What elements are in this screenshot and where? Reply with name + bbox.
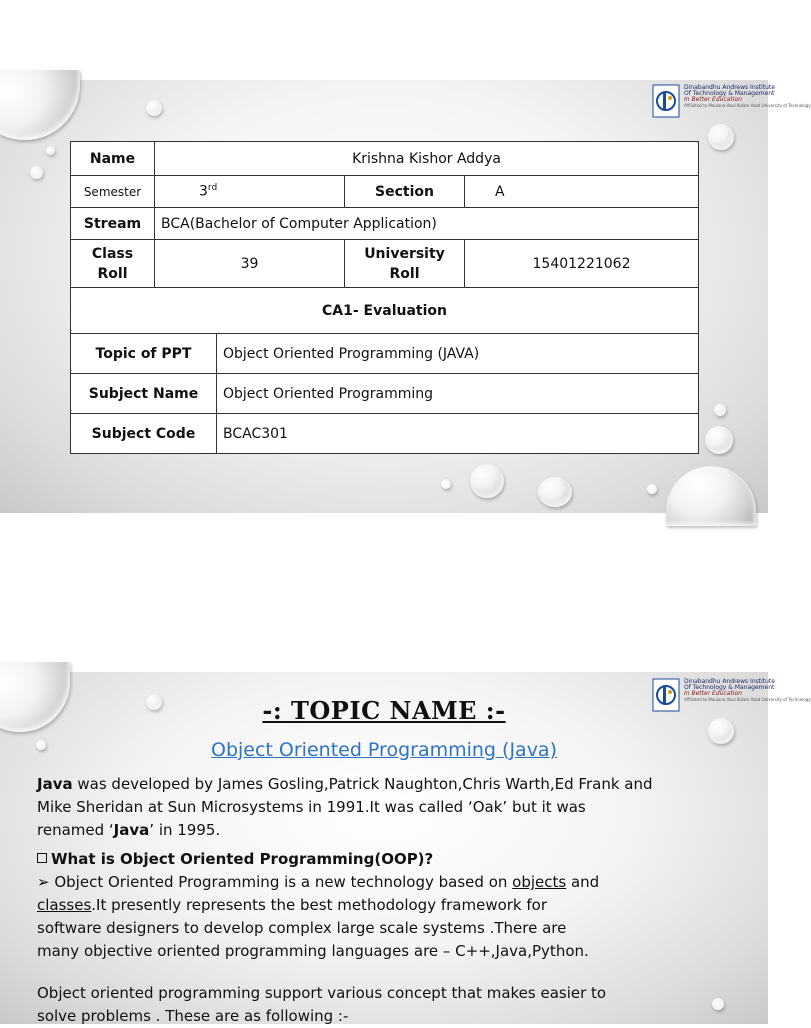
paragraph-line: Mike Sheridan at Sun Microsystems in 1991.It was called ‘Oak’ but it was bbox=[37, 798, 586, 816]
water-drop-decoration bbox=[705, 426, 733, 454]
water-drop-decoration bbox=[714, 404, 726, 416]
objects-link[interactable]: objects bbox=[512, 873, 567, 891]
paragraph-line bbox=[37, 773, 653, 796]
water-drop-decoration bbox=[708, 124, 734, 150]
classes-link[interactable]: classes bbox=[37, 896, 92, 914]
arrow-bullet-icon: ➢ bbox=[37, 873, 50, 891]
stream-value: BCA(Bachelor of Computer Application) bbox=[155, 208, 699, 240]
water-drop-decoration bbox=[30, 166, 43, 179]
java-intro-paragraph bbox=[37, 773, 653, 842]
paragraph-line: software designers to develop complex large scale systems .There are bbox=[37, 919, 567, 937]
institute-name-line: Of Technology & Management bbox=[684, 90, 775, 97]
institute-name bbox=[684, 85, 811, 108]
subject-name-label: Subject Name bbox=[71, 374, 217, 414]
paragraph-line: many objective oriented programming languages are – C++,Java,Python. bbox=[37, 942, 589, 960]
slide-cover bbox=[0, 80, 811, 513]
semester-number: 3 bbox=[199, 183, 208, 200]
water-drop-decoration bbox=[0, 70, 80, 140]
water-drop-decoration bbox=[46, 146, 55, 155]
water-drop-decoration bbox=[470, 464, 504, 498]
table-row bbox=[71, 142, 699, 176]
oop-answer-paragraph bbox=[37, 871, 599, 963]
table-row bbox=[71, 176, 699, 208]
stream-label: Stream bbox=[71, 208, 155, 240]
institute-emblem-icon bbox=[652, 84, 680, 118]
table-row bbox=[71, 374, 699, 414]
slide-topic bbox=[0, 672, 811, 1025]
line-text: ’ in 1995. bbox=[149, 821, 221, 839]
subject-name-value: Object Oriented Programming bbox=[217, 374, 699, 414]
class-roll-value: 39 bbox=[155, 240, 345, 288]
institute-name-line: Dinabandhu Andrews Institute bbox=[684, 84, 775, 91]
name-value: Krishna Kishor Addya bbox=[155, 142, 699, 176]
table-row bbox=[71, 208, 699, 240]
institute-motto: In Better Education bbox=[684, 96, 742, 103]
line-text: was developed by James Gosling,Patrick Naughton,Chris Warth,Ed Frank and bbox=[72, 775, 653, 793]
table-row bbox=[71, 334, 699, 374]
institute-affiliation: Affiliated to Maulana Abul Kalam Azad University of Technology bbox=[684, 103, 811, 108]
topic-subtitle-link[interactable]: Object Oriented Programming (Java) bbox=[211, 739, 557, 761]
name-label: Name bbox=[71, 142, 155, 176]
institute-logo bbox=[650, 82, 811, 122]
topic-heading: -: TOPIC NAME :- bbox=[262, 696, 506, 725]
topic-value: Object Oriented Programming (JAVA) bbox=[217, 334, 699, 374]
water-drop-decoration bbox=[146, 100, 162, 116]
line-text: Object Oriented Programming is a new technology based on bbox=[49, 873, 513, 891]
water-drop-decoration bbox=[647, 484, 657, 494]
line-text: renamed ‘ bbox=[37, 821, 114, 839]
university-roll-label: University Roll bbox=[345, 240, 465, 288]
university-roll-value: 15401221062 bbox=[465, 240, 699, 288]
table-row bbox=[71, 288, 699, 334]
bold-term: Java bbox=[37, 775, 73, 793]
institute-name-line: Of Technology & Management bbox=[684, 684, 775, 691]
paragraph-line bbox=[37, 871, 599, 894]
line-text: .It presently represents the best methodology framework for bbox=[91, 896, 548, 914]
bold-term: Java bbox=[113, 821, 150, 839]
water-drop-decoration bbox=[666, 466, 756, 526]
paragraph-line: solve problems . These are as following :- bbox=[37, 1007, 349, 1025]
evaluation-title: CA1- Evaluation bbox=[71, 288, 699, 334]
subject-code-label: Subject Code bbox=[71, 414, 217, 454]
oop-concepts-paragraph bbox=[37, 982, 606, 1028]
section-value: A bbox=[465, 176, 699, 208]
section-label: Section bbox=[345, 176, 465, 208]
question-text: What is Object Oriented Programming(OOP)? bbox=[51, 850, 434, 868]
line-text: and bbox=[566, 873, 600, 891]
water-drop-decoration bbox=[441, 479, 451, 489]
semester-label: Semester bbox=[71, 176, 155, 208]
topic-label: Topic of PPT bbox=[71, 334, 217, 374]
semester-value bbox=[155, 176, 345, 208]
checkbox-bullet-icon bbox=[37, 853, 47, 863]
subject-code-value: BCAC301 bbox=[217, 414, 699, 454]
paragraph-line bbox=[37, 894, 599, 917]
oop-question bbox=[37, 850, 433, 868]
paragraph-line: Object oriented programming support various concept that makes easier to bbox=[37, 984, 607, 1002]
water-drop-decoration bbox=[538, 477, 572, 507]
institute-motto: In Better Education bbox=[684, 690, 742, 697]
institute-affiliation: Affiliated to Maulana Abul Kalam Azad University of Technology bbox=[684, 697, 811, 702]
table-row bbox=[71, 414, 699, 454]
student-info-table bbox=[70, 141, 699, 454]
class-roll-label: Class Roll bbox=[71, 240, 155, 288]
semester-suffix: rd bbox=[207, 183, 218, 194]
paragraph-line bbox=[37, 819, 653, 842]
table-row bbox=[71, 240, 699, 288]
water-drop-decoration bbox=[712, 998, 724, 1010]
institute-name-line: Dinabandhu Andrews Institute bbox=[684, 678, 775, 685]
